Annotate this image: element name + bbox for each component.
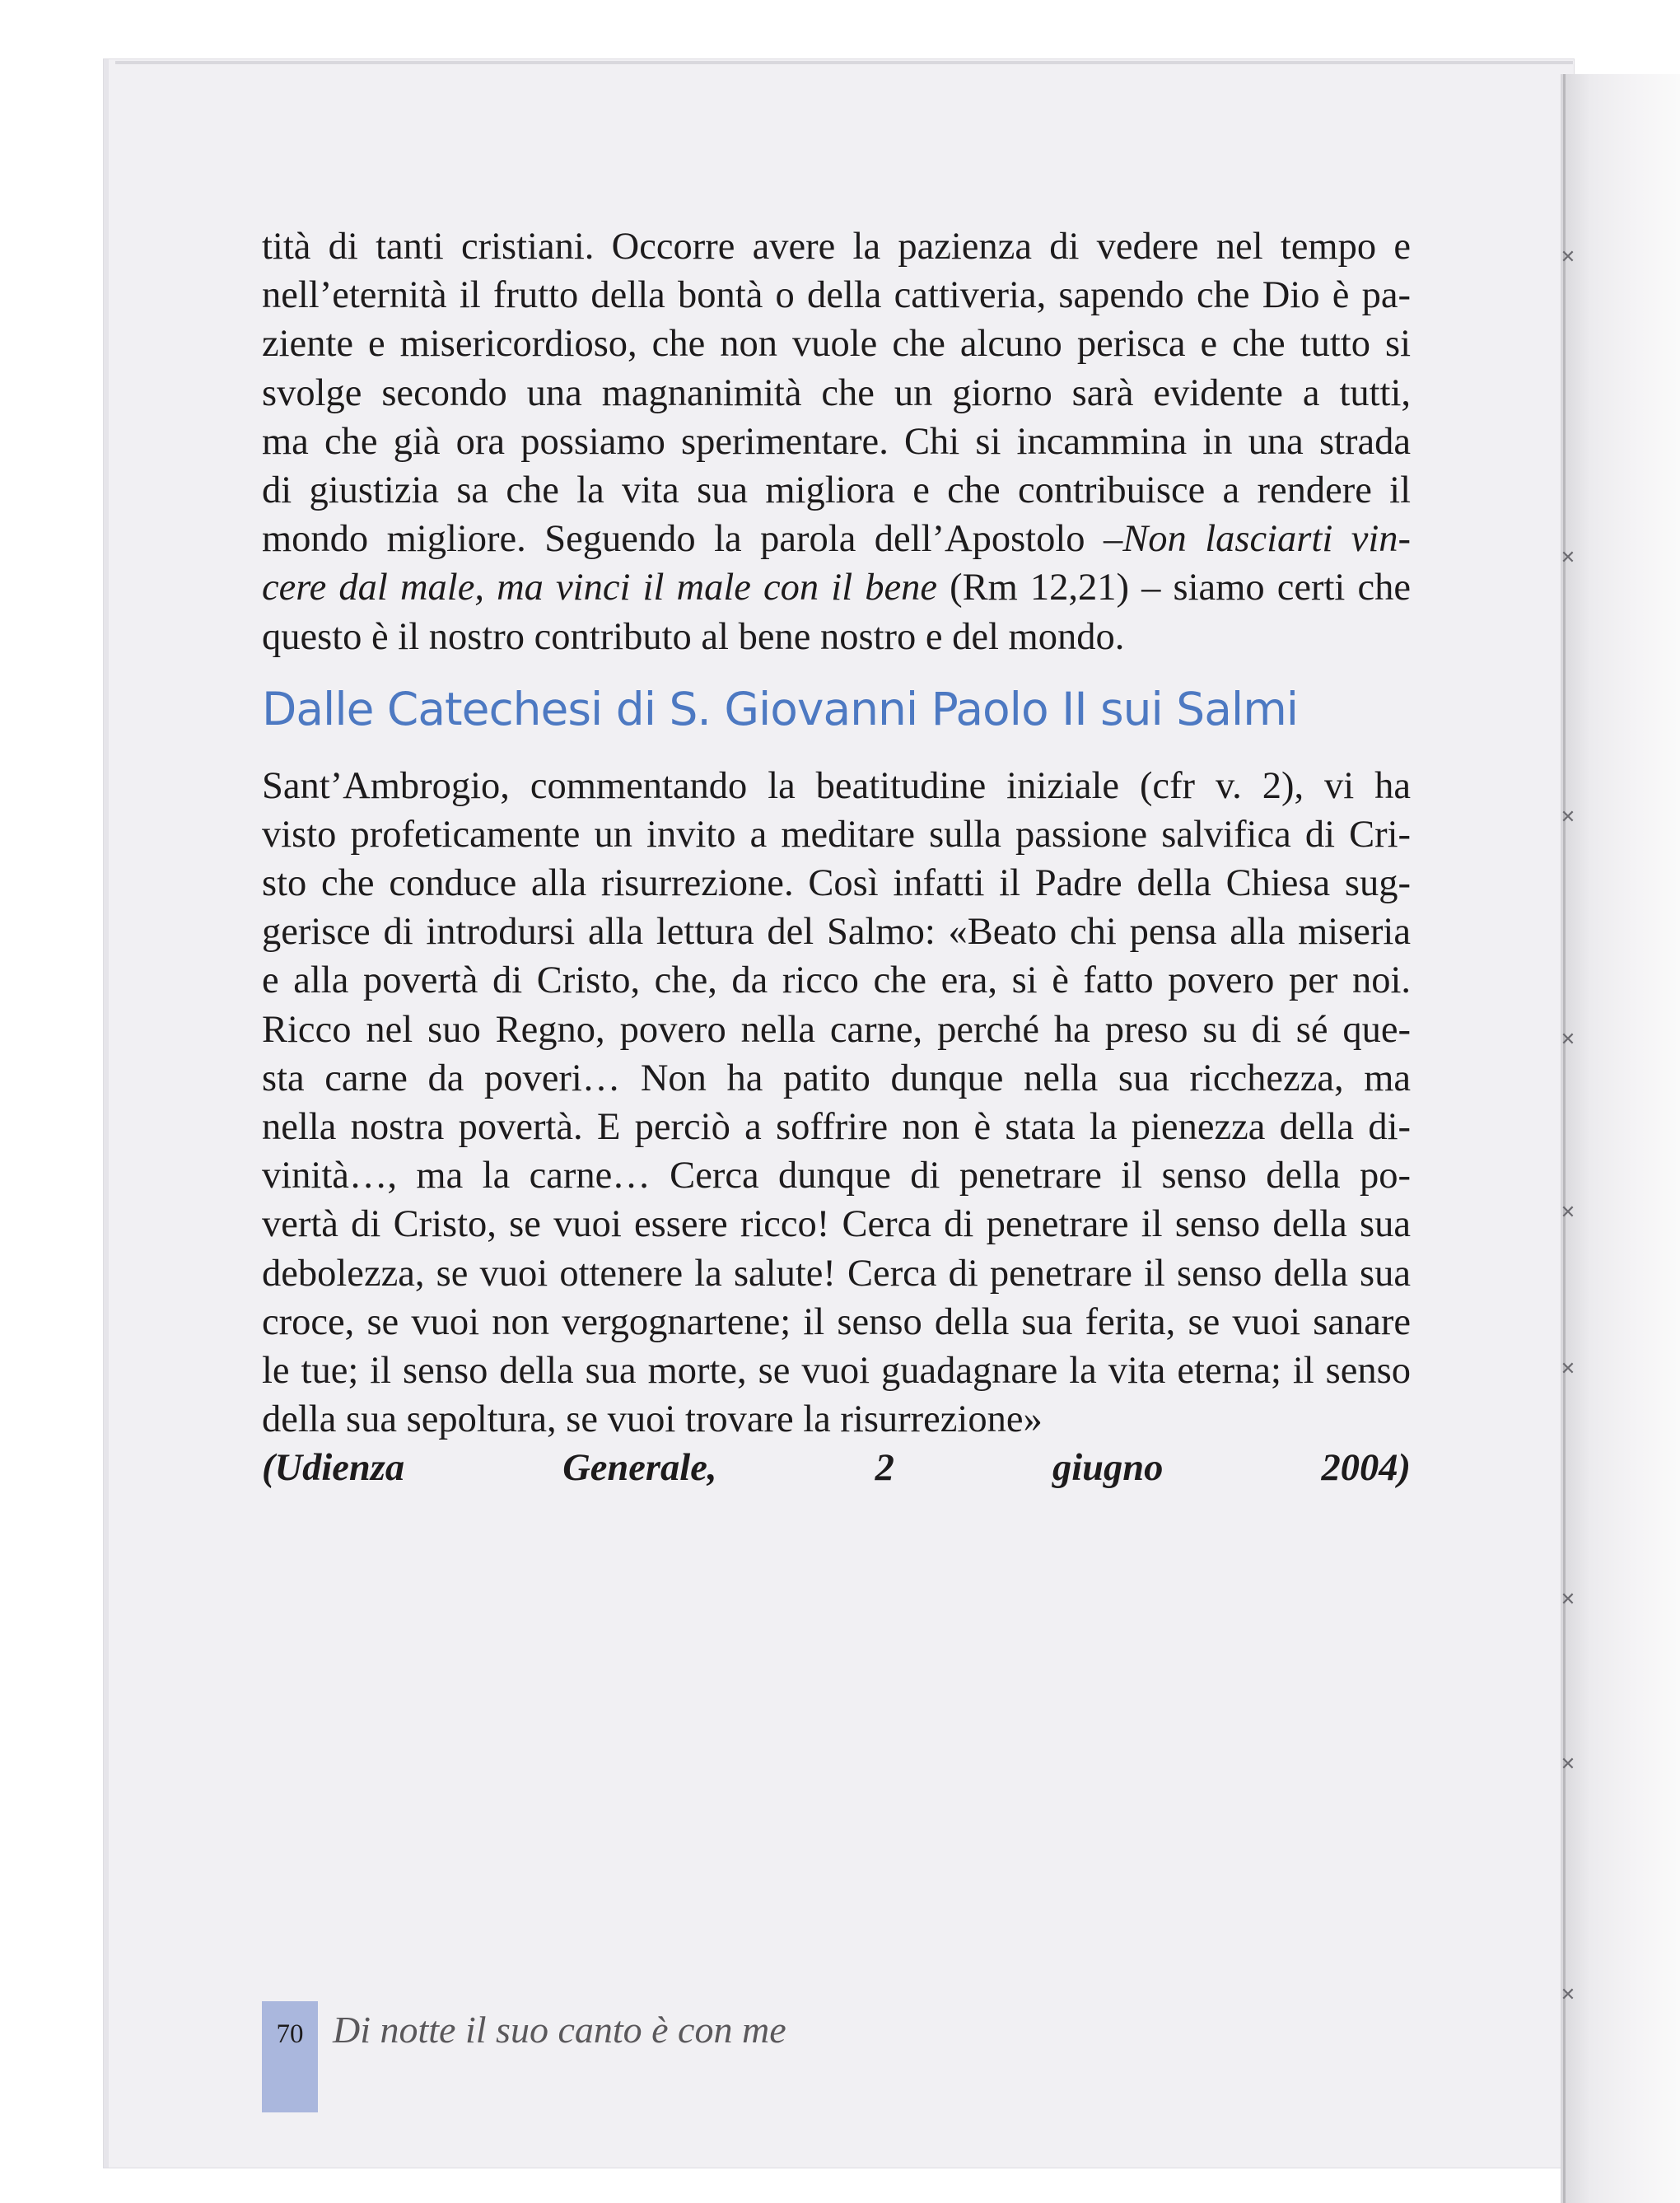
text-line: visto profeticamente un invito a meditare sulla passione salvifica di Cri- [262, 813, 1411, 856]
text-run: (Rm 12,21) – siamo certi che [937, 567, 1411, 609]
text-line: croce, se vuoi non vergognartene; il senso della sua ferita, se vuoi sanare [262, 1300, 1411, 1343]
running-title: Di notte il suo canto è con me [333, 2009, 786, 2051]
scripture-quote-italic: Non lasciarti vin- [1122, 518, 1411, 561]
text-line: tità di tanti cristiani. Occorre avere la pazienza di vedere nel tempo e [262, 226, 1411, 268]
text-line: Ricco nel suo Regno, povero nella carne, perché ha preso su di sé que- [262, 1008, 1411, 1051]
binding-gutter [1561, 74, 1680, 2203]
scripture-quote-italic: cere dal male, ma vinci il male con il bene [262, 567, 938, 609]
paragraph-1 [262, 222, 1411, 661]
page-left-edge [104, 59, 109, 2168]
text-line: di giustizia sa che la vita sua migliora e che contribuisce a rendere il [262, 469, 1411, 511]
section-heading: Dalle Catechesi di S. Giovanni Paolo II sui Salmi [262, 682, 1299, 735]
text-line: vinità…, ma la carne… Cerca dunque di penetrare il senso della po- [262, 1155, 1411, 1197]
text-line: ziente e misericordioso, che non vuole che alcuno perisca e che tutto si [262, 323, 1411, 366]
text-line: svolge secondo una magnanimità che un giorno sarà evidente a tutti, [262, 371, 1411, 414]
page-top-edge [115, 61, 1573, 64]
staple-icon: ✕ [1560, 1589, 1576, 1610]
text-line: le tue; il senso della sua morte, se vuoi guadagnare la vita eterna; il senso [262, 1349, 1411, 1392]
text-line: questo è il nostro contributo al bene nostro e del mondo. [262, 615, 1125, 658]
text-line [262, 515, 1411, 563]
text-line: ma che già ora possiamo sperimentare. Chi si incammina in una strada [262, 420, 1411, 463]
text-line: Sant’Ambrogio, commentando la beatitudine iniziale (cfr v. 2), vi ha [262, 764, 1411, 807]
staple-icon: ✕ [1560, 1754, 1576, 1775]
staple-icon: ✕ [1560, 247, 1576, 268]
page-number-tab [262, 2001, 318, 2112]
text-run: mondo migliore. Seguendo la parola dell’Apostolo – [262, 518, 1123, 561]
text-line: sta carne da poveri… Non ha patito dunque nella sua ricchezza, ma [262, 1057, 1411, 1099]
text-line: nella nostra povertà. E perciò a soffrire non è stata la pienezza della di- [262, 1106, 1411, 1148]
text-line: debolezza, se vuoi ottenere la salute! Cerca di penetrare il senso della sua [262, 1252, 1411, 1295]
text-line: gerisce di introdursi alla lettura del Salmo: «Beato chi pensa alla miseria [262, 911, 1411, 954]
text-line: vertà di Cristo, se vuoi essere ricco! Cerca di penetrare il senso della sua [262, 1203, 1411, 1246]
text-line: sto che conduce alla risurrezione. Così infatti il Padre della Chiesa sug- [262, 862, 1411, 905]
text-line: della sua sepoltura, se vuoi trovare la risurrezione» [262, 1398, 1043, 1441]
text-line: nell’eternità il frutto della bontà o della cattiveria, sapendo che Dio è pa- [262, 274, 1411, 317]
staple-icon: ✕ [1560, 1985, 1576, 2005]
page-body [262, 222, 1411, 1493]
staple-icon: ✕ [1560, 548, 1576, 568]
citation: (Udienza Generale, 2 giugno 2004) [262, 1447, 1411, 1490]
binding-fold-line [1563, 74, 1566, 2203]
page-number: 70 [276, 2019, 304, 2049]
staple-icon: ✕ [1560, 1202, 1576, 1223]
staple-icon: ✕ [1560, 1359, 1576, 1379]
staple-icon: ✕ [1560, 1029, 1576, 1050]
text-line [262, 563, 1411, 612]
page-footer [262, 2001, 1168, 2112]
staple-icon: ✕ [1560, 807, 1576, 828]
paragraph-2 [262, 762, 1411, 1493]
text-line: e alla povertà di Cristo, che, da ricco che era, si è fatto povero per noi. [262, 959, 1411, 1002]
